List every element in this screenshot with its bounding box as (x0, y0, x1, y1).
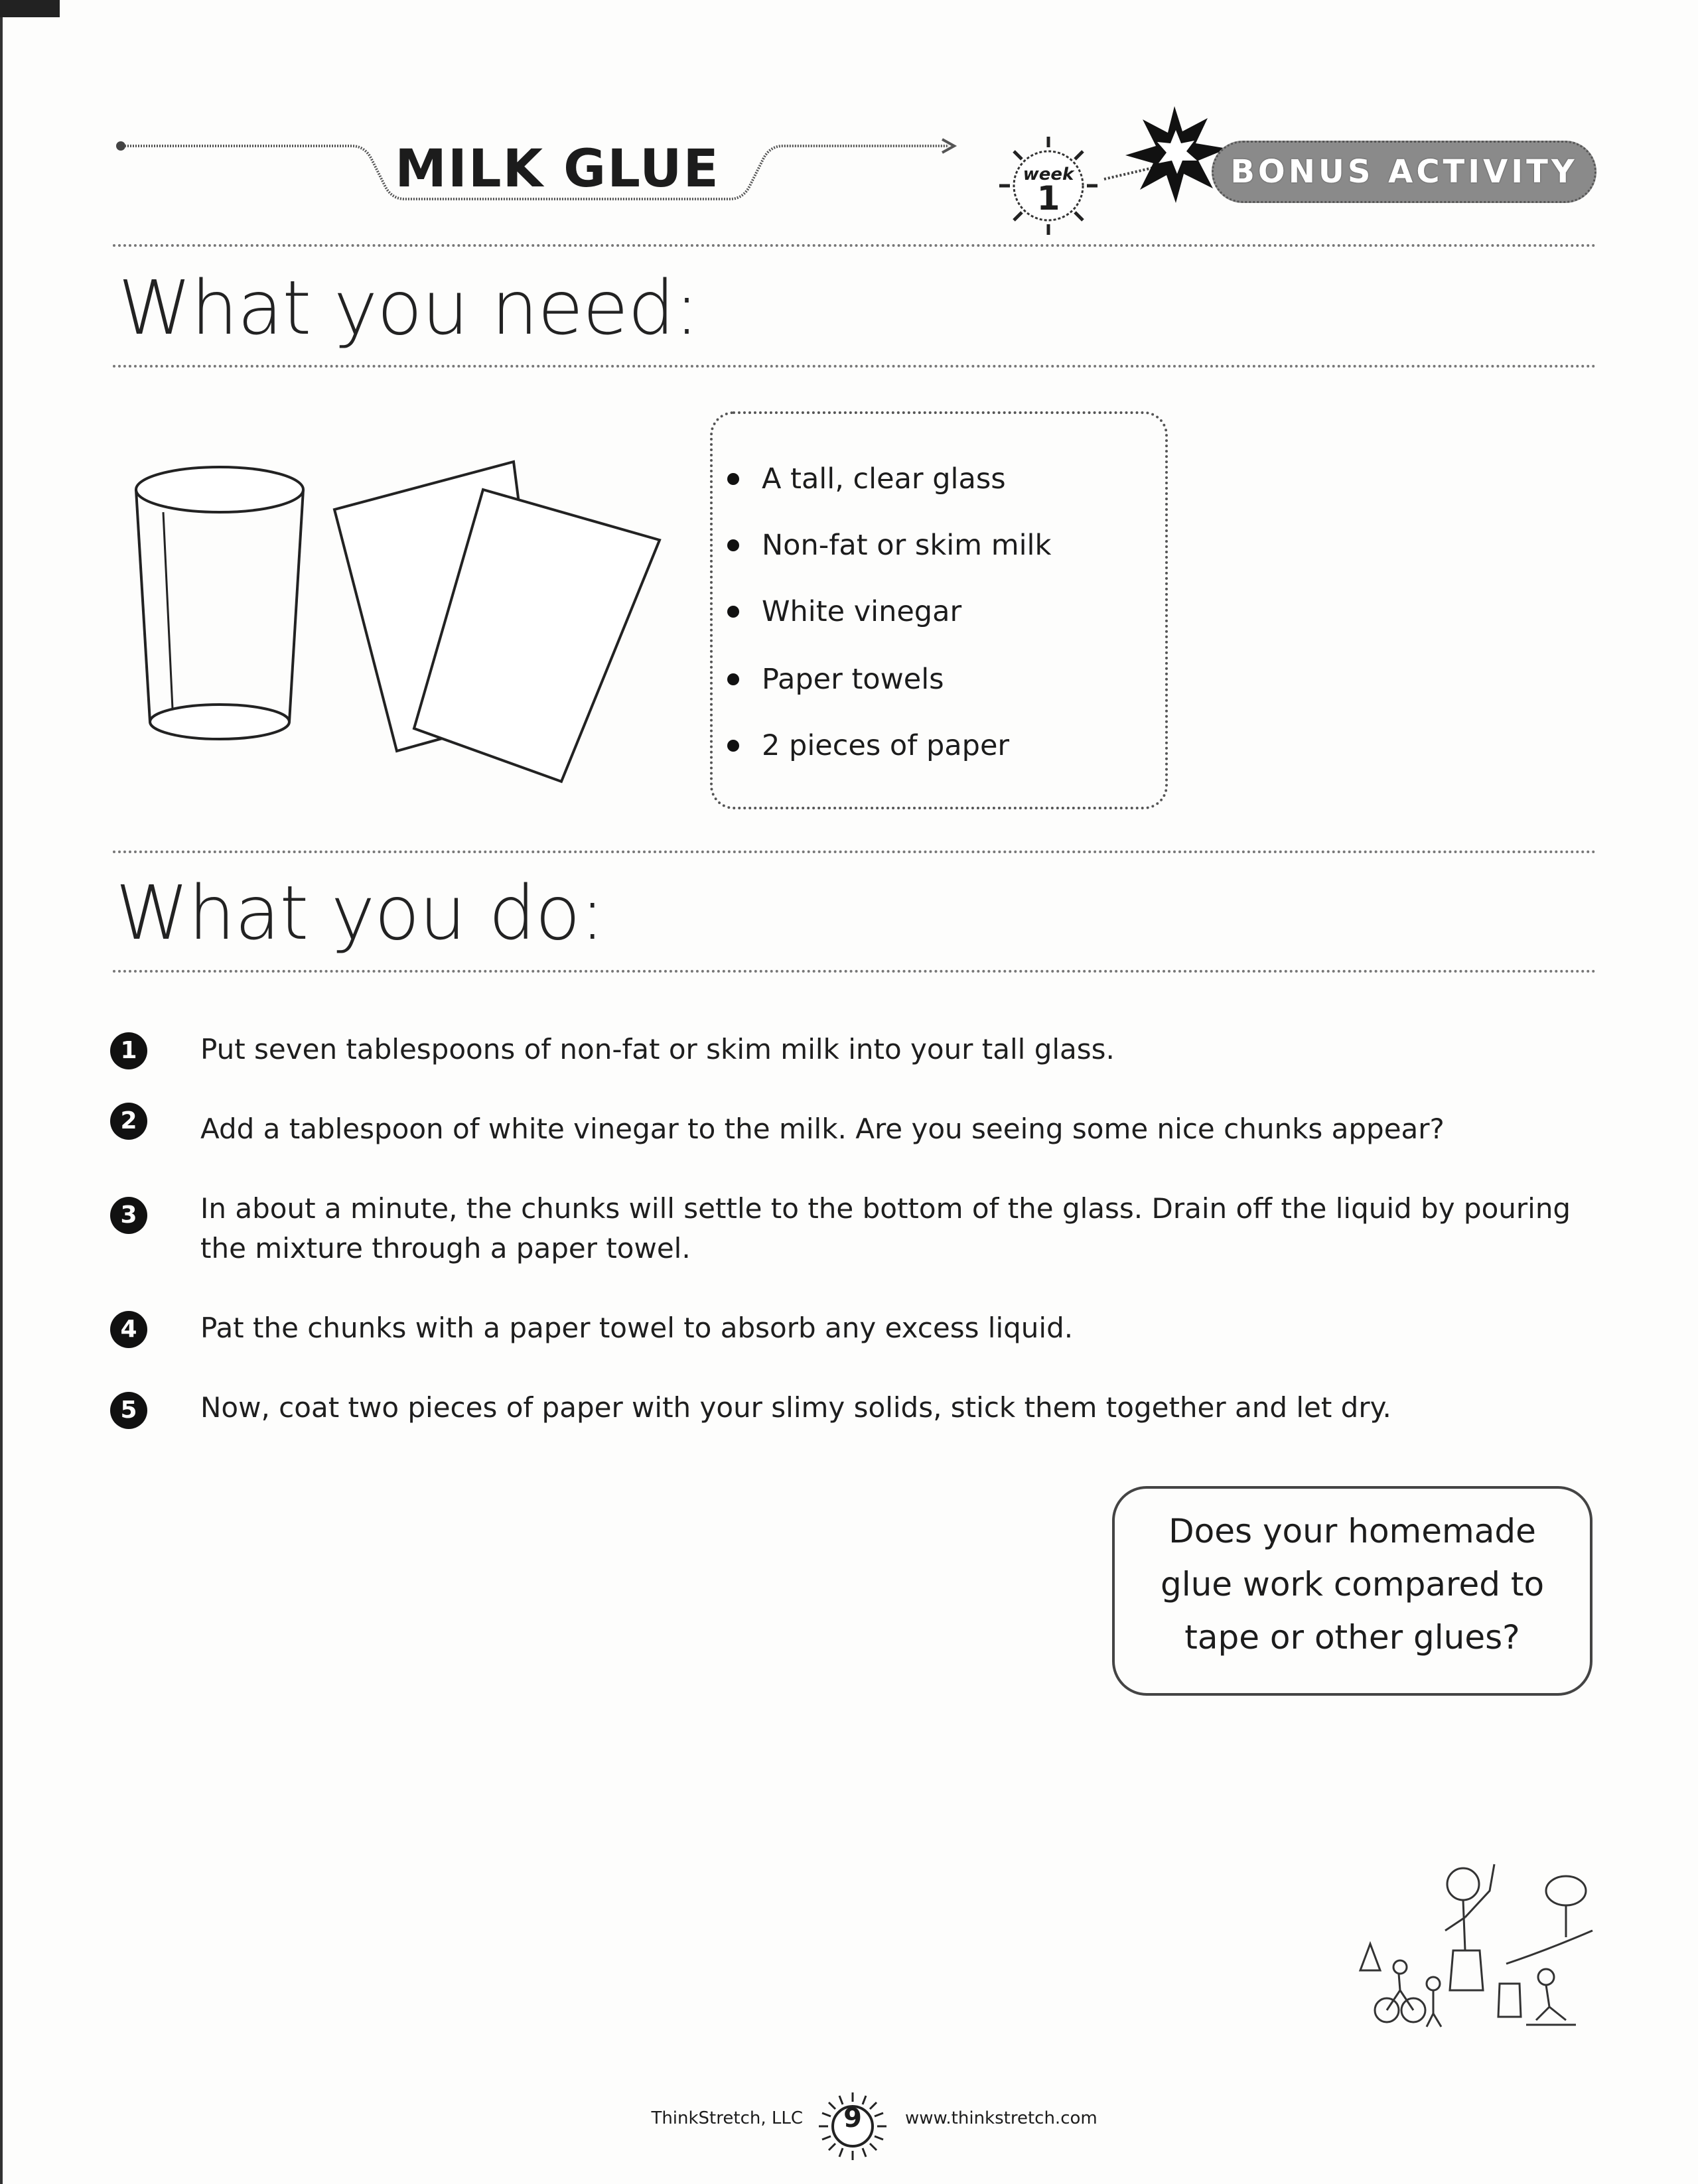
page-number: 9 (843, 2103, 862, 2134)
supply-item (762, 592, 1147, 632)
step-number-badge: 3 (110, 1197, 147, 1234)
step-text: Pat the chunks with a paper towel to absorb any excess liquid. (200, 1312, 1074, 1344)
divider (113, 851, 1596, 853)
supply-item (762, 726, 1147, 766)
week-label: week (1023, 165, 1074, 184)
bullet (727, 539, 739, 551)
bullet (727, 740, 739, 752)
need-heading: What you need: (118, 265, 699, 352)
paper-illustration (329, 458, 674, 789)
kids-playing-illustration (1347, 1851, 1606, 2037)
supply-item-label: White vinegar (762, 595, 962, 628)
footer-website: www.thinkstretch.com (905, 2108, 1097, 2128)
step-text: Add a tablespoon of white vinegar to the milk. Are you seeing some nice chunks appear? (200, 1113, 1445, 1145)
bullet (727, 673, 739, 685)
footer-company: ThinkStretch, LLC (651, 2108, 803, 2128)
step-text: Now, coat two pieces of paper with your slimy solids, stick them together and let dry. (200, 1391, 1391, 1424)
step-number-badge: 1 (110, 1032, 147, 1069)
page-edge (0, 0, 3, 2184)
step-text: In about a minute, the chunks will settle to the bottom of the glass. Drain off the liquid by pouring the mixture through a paper towel. (200, 1192, 1571, 1264)
burst-icon (1101, 100, 1234, 212)
do-heading: What you do: (115, 870, 604, 957)
supply-item (762, 525, 1147, 565)
supply-item-label: Non-fat or skim milk (762, 529, 1052, 562)
divider (113, 365, 1596, 368)
bullet (727, 473, 739, 485)
glass-illustration (130, 462, 309, 748)
supply-item-label: Paper towels (762, 663, 944, 696)
question-text: Does your homemade glue work compared to tape or other glues? (1160, 1512, 1545, 1657)
step-number-badge: 4 (110, 1311, 147, 1348)
week-number: 1 (1036, 179, 1060, 218)
supply-item-label: 2 pieces of paper (762, 729, 1010, 762)
supply-item (762, 659, 1147, 699)
step-text: Put seven tablespoons of non-fat or skim milk into your tall glass. (200, 1033, 1115, 1065)
bonus-activity-label: BONUS ACTIVITY (1230, 153, 1578, 190)
supply-item-label: A tall, clear glass (762, 462, 1006, 496)
divider (113, 244, 1596, 247)
divider (113, 970, 1596, 973)
page-corner-mark (0, 0, 60, 17)
supply-item (762, 459, 1147, 499)
page-title: MILK GLUE (395, 139, 720, 199)
step-number-badge: 5 (110, 1392, 147, 1429)
bullet (727, 606, 739, 618)
step-number-badge: 2 (110, 1103, 147, 1140)
